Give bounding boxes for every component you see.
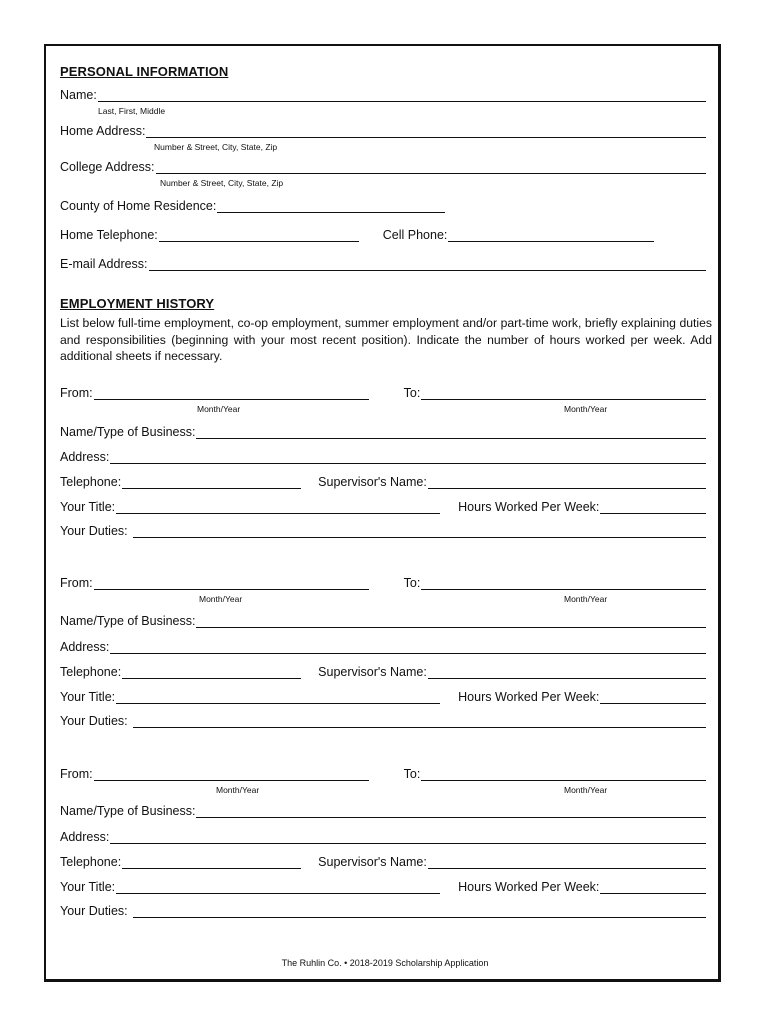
block2-title-row: [60, 690, 706, 704]
block2-address-label: Address:: [60, 640, 110, 654]
block3-duties-label: Your Duties:: [60, 904, 128, 918]
email-label: E-mail Address:: [60, 257, 148, 271]
cell-phone-label: Cell Phone:: [382, 228, 448, 242]
block3-duties-field[interactable]: [133, 906, 706, 918]
block3-address-field[interactable]: [110, 832, 706, 844]
page-footer: The Ruhlin Co. • 2018-2019 Scholarship Application: [281, 958, 489, 968]
block2-telephone-label: Telephone:: [60, 665, 122, 679]
block1-duties-label: Your Duties:: [60, 524, 128, 538]
block3-business-label: Name/Type of Business:: [60, 804, 196, 818]
block1-to-field[interactable]: [421, 388, 706, 400]
block2-address-field[interactable]: [110, 642, 706, 654]
block3-supervisor-label: Supervisor's Name:: [318, 855, 427, 869]
block3-from-field[interactable]: [94, 769, 369, 781]
block1-telephone-label: Telephone:: [60, 475, 122, 489]
home-telephone-label: Home Telephone:: [60, 228, 158, 242]
block2-title-label: Your Title:: [60, 690, 116, 704]
block2-telephone-field[interactable]: [122, 667, 301, 679]
block3-title-row: [60, 880, 706, 894]
block1-to-hint: Month/Year: [564, 404, 608, 414]
block2-to-hint: Month/Year: [564, 594, 608, 604]
college-address-field[interactable]: [156, 162, 706, 174]
block2-supervisor-field[interactable]: [428, 667, 706, 679]
name-field[interactable]: [98, 90, 706, 102]
block1-supervisor-field[interactable]: [428, 477, 706, 489]
email-row: [60, 257, 706, 271]
block2-business-field[interactable]: [196, 616, 706, 628]
block3-title-field[interactable]: [116, 882, 440, 894]
block3-duties-row: [60, 904, 706, 918]
block1-business-label: Name/Type of Business:: [60, 425, 196, 439]
block2-duties-label: Your Duties:: [60, 714, 128, 728]
block3-address-label: Address:: [60, 830, 110, 844]
personal-information-heading: PERSONAL INFORMATION: [60, 64, 229, 79]
block2-business-row: [60, 614, 706, 628]
block1-title-row: [60, 500, 706, 514]
block3-business-field[interactable]: [196, 806, 706, 818]
block1-supervisor-label: Supervisor's Name:: [318, 475, 427, 489]
college-address-label: College Address:: [60, 160, 155, 174]
block3-hours-field[interactable]: [600, 882, 706, 894]
block1-business-row: [60, 425, 706, 439]
home-address-field[interactable]: [146, 126, 706, 138]
name-label: Name:: [60, 88, 97, 102]
block1-from-field[interactable]: [94, 388, 369, 400]
block1-telephone-field[interactable]: [122, 477, 301, 489]
block3-telephone-row: [60, 855, 706, 869]
block3-to-field[interactable]: [421, 769, 706, 781]
block1-duties-field[interactable]: [133, 526, 706, 538]
block3-to-label: To:: [403, 767, 421, 781]
block2-to-field[interactable]: [421, 578, 706, 590]
block1-title-field[interactable]: [116, 502, 440, 514]
home-address-hint: Number & Street, City, State, Zip: [154, 142, 278, 152]
block1-duties-row: [60, 524, 706, 538]
block3-from-hint: Month/Year: [216, 785, 260, 795]
block1-business-field[interactable]: [196, 427, 706, 439]
block1-address-label: Address:: [60, 450, 110, 464]
block1-hours-label: Hours Worked Per Week:: [458, 500, 600, 514]
block2-address-row: [60, 640, 706, 654]
block3-business-row: [60, 804, 706, 818]
phone-row: [60, 228, 706, 242]
block3-telephone-label: Telephone:: [60, 855, 122, 869]
employment-history-heading: EMPLOYMENT HISTORY: [60, 296, 215, 311]
block2-telephone-row: [60, 665, 706, 679]
block2-business-label: Name/Type of Business:: [60, 614, 196, 628]
cell-phone-field[interactable]: [448, 230, 654, 242]
block3-telephone-field[interactable]: [122, 857, 301, 869]
block1-hours-field[interactable]: [600, 502, 706, 514]
name-row: [60, 88, 706, 102]
college-address-row: [60, 160, 706, 174]
block2-from-label: From:: [60, 576, 93, 590]
block3-dates-row: [60, 767, 706, 781]
block2-hours-label: Hours Worked Per Week:: [458, 690, 600, 704]
home-address-row: [60, 124, 706, 138]
block2-from-hint: Month/Year: [199, 594, 243, 604]
college-address-hint: Number & Street, City, State, Zip: [160, 178, 284, 188]
block1-from-label: From:: [60, 386, 93, 400]
county-label: County of Home Residence:: [60, 199, 217, 213]
home-address-label: Home Address:: [60, 124, 146, 138]
employment-instructions: List below full-time employment, co-op employment, summer employment and/or part-time work, briefly explaining duties and responsibilities (beginning with your most recent position). Indicate the number of hours worked per week. Add additional sheets if necessary.: [60, 316, 712, 363]
email-field[interactable]: [149, 259, 706, 271]
block3-address-row: [60, 830, 706, 844]
block3-supervisor-field[interactable]: [428, 857, 706, 869]
county-field[interactable]: [217, 201, 445, 213]
block3-hours-label: Hours Worked Per Week:: [458, 880, 600, 894]
block2-title-field[interactable]: [116, 692, 440, 704]
block2-hours-field[interactable]: [600, 692, 706, 704]
block3-to-hint: Month/Year: [564, 785, 608, 795]
block3-title-label: Your Title:: [60, 880, 116, 894]
block1-dates-row: [60, 386, 706, 400]
home-telephone-field[interactable]: [159, 230, 359, 242]
block2-duties-field[interactable]: [133, 716, 706, 728]
county-row: [60, 199, 706, 213]
block1-to-label: To:: [403, 386, 421, 400]
name-hint: Last, First, Middle: [98, 106, 166, 116]
block2-from-field[interactable]: [94, 578, 369, 590]
block2-supervisor-label: Supervisor's Name:: [318, 665, 427, 679]
block2-to-label: To:: [403, 576, 421, 590]
block1-title-label: Your Title:: [60, 500, 116, 514]
block2-dates-row: [60, 576, 706, 590]
block3-from-label: From:: [60, 767, 93, 781]
block1-from-hint: Month/Year: [197, 404, 241, 414]
block2-duties-row: [60, 714, 706, 728]
block1-address-row: [60, 450, 706, 464]
block1-telephone-row: [60, 475, 706, 489]
block1-address-field[interactable]: [110, 452, 706, 464]
